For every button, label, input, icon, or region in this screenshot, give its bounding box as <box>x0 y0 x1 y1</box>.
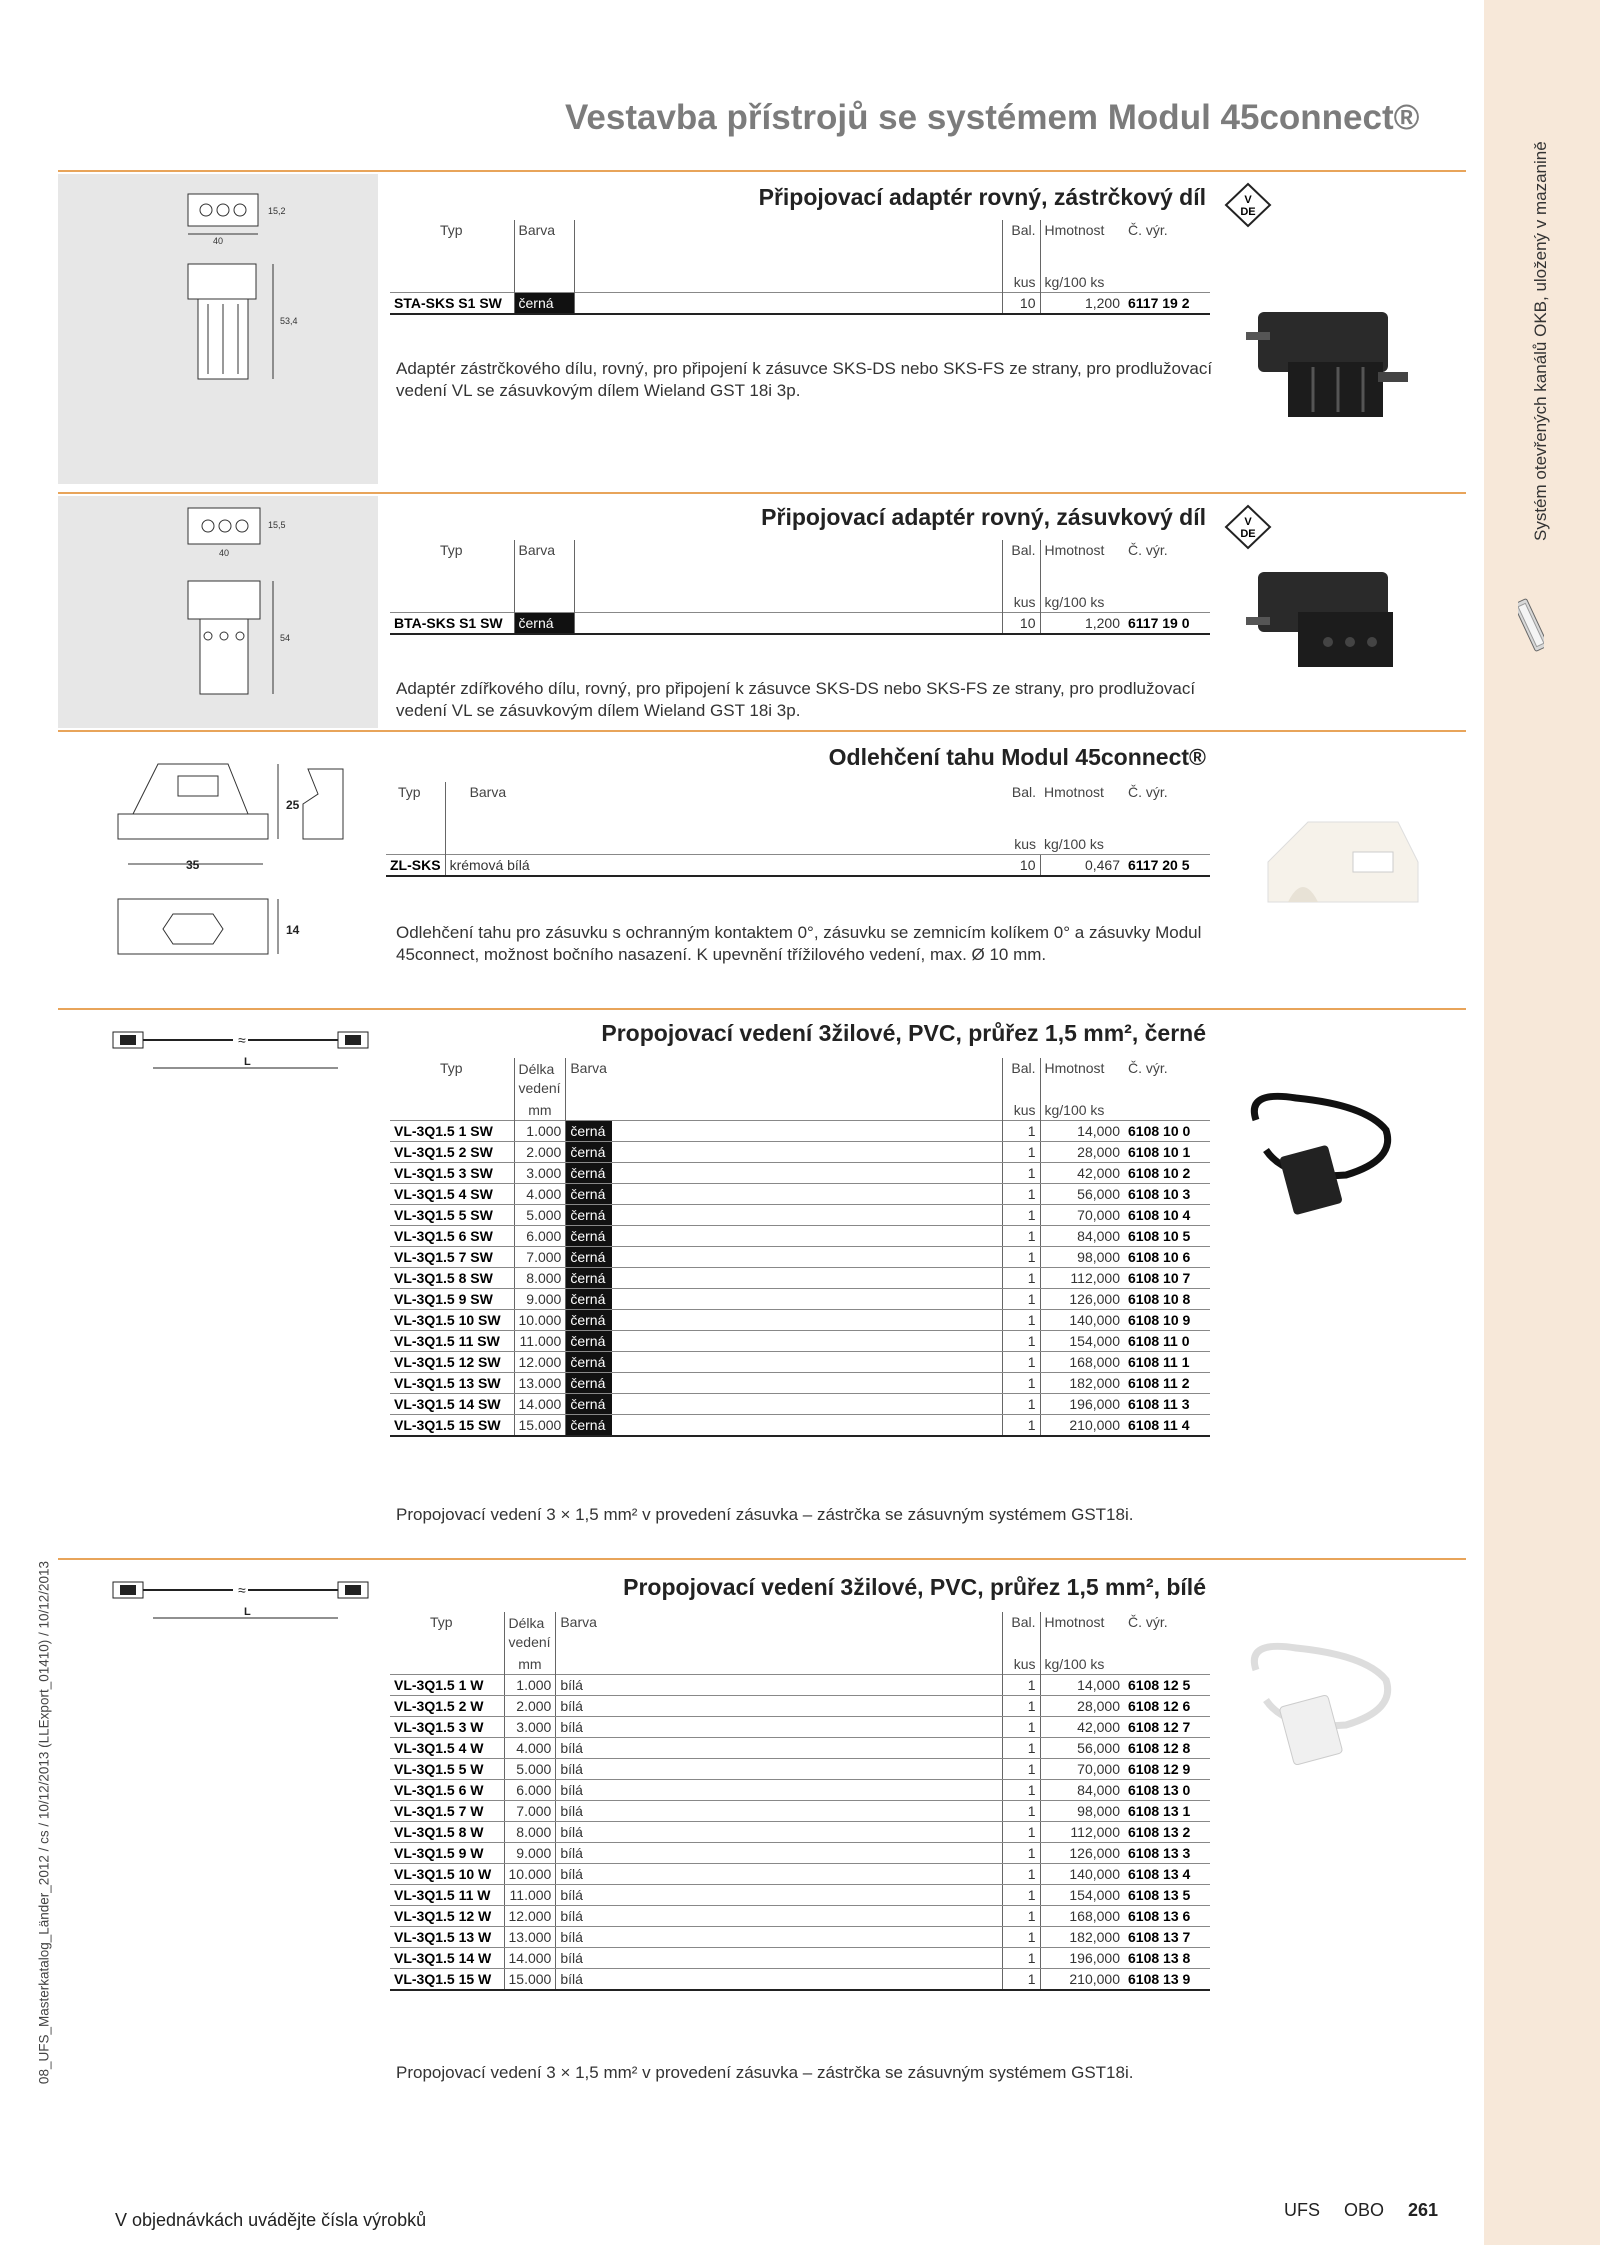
table-row: VL-3Q1.5 3 SW 3.000 černá 1 42,000 6108 10 2 <box>390 1163 1210 1184</box>
table-row: VL-3Q1.5 14 W 14.000 bílá 1 196,000 6108 13 8 <box>390 1948 1210 1969</box>
catalog-info: 08_UFS_Masterkatalog_Länder_2012 / cs / 10/12/2013 (LLExport_01410) / 10/12/2013 <box>36 1560 52 2085</box>
svg-text:DE: DE <box>1240 528 1256 540</box>
dim-length: L <box>244 1056 251 1068</box>
table-row: ZL-SKS krémová bílá 10 0,467 6117 20 5 <box>386 854 1210 876</box>
table-row: VL-3Q1.5 7 W 7.000 bílá 1 98,000 6108 13 1 <box>390 1801 1210 1822</box>
footer-brand-obo: OBO <box>1344 2200 1385 2220</box>
product-table: Typ Barva Bal. Hmotnost Č. výr. kus kg/100 ks STA-SKS S1 SW černá 10 1,200 6117 19 2 <box>390 220 1210 315</box>
svg-text:V: V <box>1244 516 1252 528</box>
svg-text:≈: ≈ <box>238 1582 246 1598</box>
table-row: VL-3Q1.5 2 W 2.000 bílá 1 28,000 6108 12 6 <box>390 1696 1210 1717</box>
product-description: Adaptér zdířkového dílu, rovný, pro připojení k zásuvce SKS-DS nebo SKS-FS ze strany, pro prodlužovací vedení VL se zásuvkovým dílem Wieland GST 18i 3p. <box>396 679 1196 720</box>
table-row: VL-3Q1.5 8 SW 8.000 černá 1 112,000 6108 10 7 <box>390 1268 1210 1289</box>
section-cable-black <box>58 1008 1466 1558</box>
product-table: Typ Barva Bal. Hmotnost Č. výr. kus kg/100 ks ZL-SKS krémová bílá 10 0,467 6117 20 5 <box>386 782 1210 877</box>
dim-width: 40 <box>212 236 224 246</box>
table-row: VL-3Q1.5 10 SW 10.000 černá 1 140,000 6108 10 9 <box>390 1310 1210 1331</box>
table-row: VL-3Q1.5 9 W 9.000 bílá 1 126,000 6108 13 3 <box>390 1843 1210 1864</box>
product-photo-white-cable <box>1226 1630 1426 1790</box>
table-row: VL-3Q1.5 3 W 3.000 bílá 1 42,000 6108 12 7 <box>390 1717 1210 1738</box>
table-row: VL-3Q1.5 13 SW 13.000 černá 1 182,000 6108 11 2 <box>390 1373 1210 1394</box>
product-description: Adaptér zástrčkového dílu, rovný, pro připojení k zásuvce SKS-DS nebo SKS-FS ze strany, pro prodlužovací vedení VL se zásuvkovým dílem Wieland GST 18i 3p. <box>396 359 1213 400</box>
dim-length: 53,4 <box>280 316 298 326</box>
table-row: VL-3Q1.5 14 SW 14.000 černá 1 196,000 6108 11 3 <box>390 1394 1210 1415</box>
vde-mark-icon <box>1224 182 1272 228</box>
product-description: Odlehčení tahu pro zásuvku s ochranným kontaktem 0°, zásuvku se zemnicím kolíkem 0° a zásuvky Modul 45connect, možnost bočního nasazení. K upevnění třížilového vedení, max. Ø 10 mm. <box>396 923 1202 964</box>
table-row: VL-3Q1.5 1 W 1.000 bílá 1 14,000 6108 12 5 <box>390 1675 1210 1696</box>
dim-height: 25 <box>286 798 300 812</box>
dim-length: 54 <box>280 633 291 643</box>
svg-text:≈: ≈ <box>238 1032 246 1048</box>
section-title: Připojovací adaptér rovný, zásuvkový díl <box>761 504 1206 530</box>
table-row: VL-3Q1.5 15 SW 15.000 černá 1 210,000 6108 11 4 <box>390 1415 1210 1437</box>
table-row: VL-3Q1.5 8 W 8.000 bílá 1 112,000 6108 13 2 <box>390 1822 1210 1843</box>
footer-brand-ufs: UFS <box>1284 2200 1320 2220</box>
dim-width: 40 <box>218 548 230 558</box>
section-title: Propojovací vedení 3žilové, PVC, průřez 1,5 mm², bílé <box>623 1574 1206 1600</box>
product-description: Propojovací vedení 3 × 1,5 mm² v provedení zásuvka – zástrčka se zásuvným systémem GST18i. <box>396 1505 1134 1524</box>
dim-depth: 14 <box>286 923 300 937</box>
product-photo-black-cable <box>1226 1080 1426 1240</box>
side-tab-text: Systém otevřených kanálů OKB, uložený v mazanině <box>1531 141 1550 541</box>
section-title: Propojovací vedení 3žilové, PVC, průřez 1,5 mm², černé <box>601 1020 1206 1046</box>
channel-icon <box>1518 595 1544 655</box>
section-bta-sks <box>58 492 1466 730</box>
table-row: VL-3Q1.5 2 SW 2.000 černá 1 28,000 6108 10 1 <box>390 1142 1210 1163</box>
product-description: Propojovací vedení 3 × 1,5 mm² v provedení zásuvka – zástrčka se zásuvným systémem GST18i. <box>396 2063 1134 2082</box>
svg-text:DE: DE <box>1240 206 1256 218</box>
table-row: VL-3Q1.5 4 W 4.000 bílá 1 56,000 6108 12 8 <box>390 1738 1210 1759</box>
table-row: VL-3Q1.5 12 SW 12.000 černá 1 168,000 6108 11 1 <box>390 1352 1210 1373</box>
section-title: Odlehčení tahu Modul 45connect® <box>828 744 1206 770</box>
table-row: VL-3Q1.5 5 W 5.000 bílá 1 70,000 6108 12 9 <box>390 1759 1210 1780</box>
section-sta-sks <box>58 170 1466 492</box>
dim-length: L <box>244 1606 251 1618</box>
section-cable-white <box>58 1558 1466 2114</box>
product-photo-strain-relief <box>1248 812 1428 922</box>
table-row: VL-3Q1.5 12 W 12.000 bílá 1 168,000 6108 13 6 <box>390 1906 1210 1927</box>
table-row: VL-3Q1.5 9 SW 9.000 černá 1 126,000 6108 10 8 <box>390 1289 1210 1310</box>
page-number: 261 <box>1408 2200 1439 2220</box>
footer-note: V objednávkách uvádějte čísla výrobků <box>115 2210 427 2230</box>
table-row: VL-3Q1.5 11 W 11.000 bílá 1 154,000 6108 13 5 <box>390 1885 1210 1906</box>
table-row: VL-3Q1.5 10 W 10.000 bílá 1 140,000 6108 13 4 <box>390 1864 1210 1885</box>
table-row: BTA-SKS S1 SW černá 10 1,200 6117 19 0 <box>390 612 1210 634</box>
product-photo-socket-adapter <box>1238 542 1428 692</box>
table-row: STA-SKS S1 SW černá 10 1,200 6117 19 2 <box>390 292 1210 314</box>
product-table: Typ Délka vedení Barva Bal. Hmotnost Č. výr. mm kus kg/100 ks VL-3Q1.5 1 SW 1.000 černá 1 14,000 6108 10 0 VL-3Q1.5 2 SW 2.000 černá 1 28,000 6108 10 1 VL-3Q1.5 3 SW 3.000 černá 1 42,000 6108 10 2 VL-3Q1.5 4 SW 4.000 černá 1 56,000 6108 10 3 VL-3Q1.5 5 SW 5.000 černá 1 70,000 6108 10 4 VL-3Q1.5 6 SW 6.000 černá 1 84,000 6108 10 5 VL-3Q1.5 7 SW 7.000 černá 1 98,000 6108 10 6 VL-3Q1.5 8 SW 8.000 černá 1 112,000 6108 10 7 VL-3Q1.5 9 SW 9.000 černá 1 126,000 6108 10 8 VL-3Q1.5 10 SW 10.000 černá 1 140,000 6108 10 9 VL-3Q1.5 11 SW 11.000 černá 1 154,000 6108 11 0 VL-3Q1.5 12 SW 12.000 černá 1 168,000 6108 11 1 VL-3Q1.5 13 SW 13.000 černá 1 182,000 6108 11 2 VL-3Q1.5 14 SW 14.000 černá 1 196,000 6108 11 3 VL-3Q1.5 15 SW 15.000 černá 1 210,000 6108 11 4 <box>390 1058 1210 1437</box>
dim-height: 15,5 <box>268 520 286 530</box>
table-row: VL-3Q1.5 1 SW 1.000 černá 1 14,000 6108 10 0 <box>390 1121 1210 1142</box>
footer-brand <box>1284 2200 1438 2221</box>
section-zl-sks <box>58 730 1466 1008</box>
table-row: VL-3Q1.5 15 W 15.000 bílá 1 210,000 6108 13 9 <box>390 1969 1210 1991</box>
page-title: Vestavba přístrojů se systémem Modul 45connect® <box>565 98 1420 137</box>
svg-text:V: V <box>1244 194 1252 206</box>
product-photo-plug-adapter <box>1238 272 1428 442</box>
table-row: VL-3Q1.5 13 W 13.000 bílá 1 182,000 6108 13 7 <box>390 1927 1210 1948</box>
table-row: VL-3Q1.5 5 SW 5.000 černá 1 70,000 6108 10 4 <box>390 1205 1210 1226</box>
table-row: VL-3Q1.5 6 W 6.000 bílá 1 84,000 6108 13 0 <box>390 1780 1210 1801</box>
product-table: Typ Délka vedení Barva Bal. Hmotnost Č. výr. mm kus kg/100 ks VL-3Q1.5 1 W 1.000 bílá 1 14,000 6108 12 5 VL-3Q1.5 2 W 2.000 bílá 1 28,000 6108 12 6 VL-3Q1.5 3 W 3.000 bílá 1 42,000 6108 12 7 VL-3Q1.5 4 W 4.000 bílá 1 56,000 6108 12 8 VL-3Q1.5 5 W 5.000 bílá 1 70,000 6108 12 9 VL-3Q1.5 6 W 6.000 bílá 1 84,000 6108 13 0 VL-3Q1.5 7 W 7.000 bílá 1 98,000 6108 13 1 VL-3Q1.5 8 W 8.000 bílá 1 112,000 6108 13 2 VL-3Q1.5 9 W 9.000 bílá 1 126,000 6108 13 3 VL-3Q1.5 10 W 10.000 bílá 1 140,000 6108 13 4 VL-3Q1.5 11 W 11.000 bílá 1 154,000 6108 13 5 VL-3Q1.5 12 W 12.000 bílá 1 168,000 6108 13 6 VL-3Q1.5 13 W 13.000 bílá 1 182,000 6108 13 7 VL-3Q1.5 14 W 14.000 bílá 1 196,000 6108 13 8 VL-3Q1.5 15 W 15.000 bílá 1 210,000 6108 13 9 <box>390 1612 1210 1991</box>
dim-width: 35 <box>186 858 200 872</box>
table-row: VL-3Q1.5 7 SW 7.000 černá 1 98,000 6108 10 6 <box>390 1247 1210 1268</box>
dim-height: 15,2 <box>268 206 286 216</box>
technical-drawing <box>58 174 378 484</box>
section-title: Připojovací adaptér rovný, zástrčkový díl <box>758 184 1206 210</box>
table-row: VL-3Q1.5 4 SW 4.000 černá 1 56,000 6108 10 3 <box>390 1184 1210 1205</box>
product-table: Typ Barva Bal. Hmotnost Č. výr. kus kg/100 ks BTA-SKS S1 SW černá 10 1,200 6117 19 0 <box>390 540 1210 635</box>
table-row: VL-3Q1.5 6 SW 6.000 černá 1 84,000 6108 10 5 <box>390 1226 1210 1247</box>
technical-drawing <box>58 496 378 728</box>
table-row: VL-3Q1.5 11 SW 11.000 černá 1 154,000 6108 11 0 <box>390 1331 1210 1352</box>
